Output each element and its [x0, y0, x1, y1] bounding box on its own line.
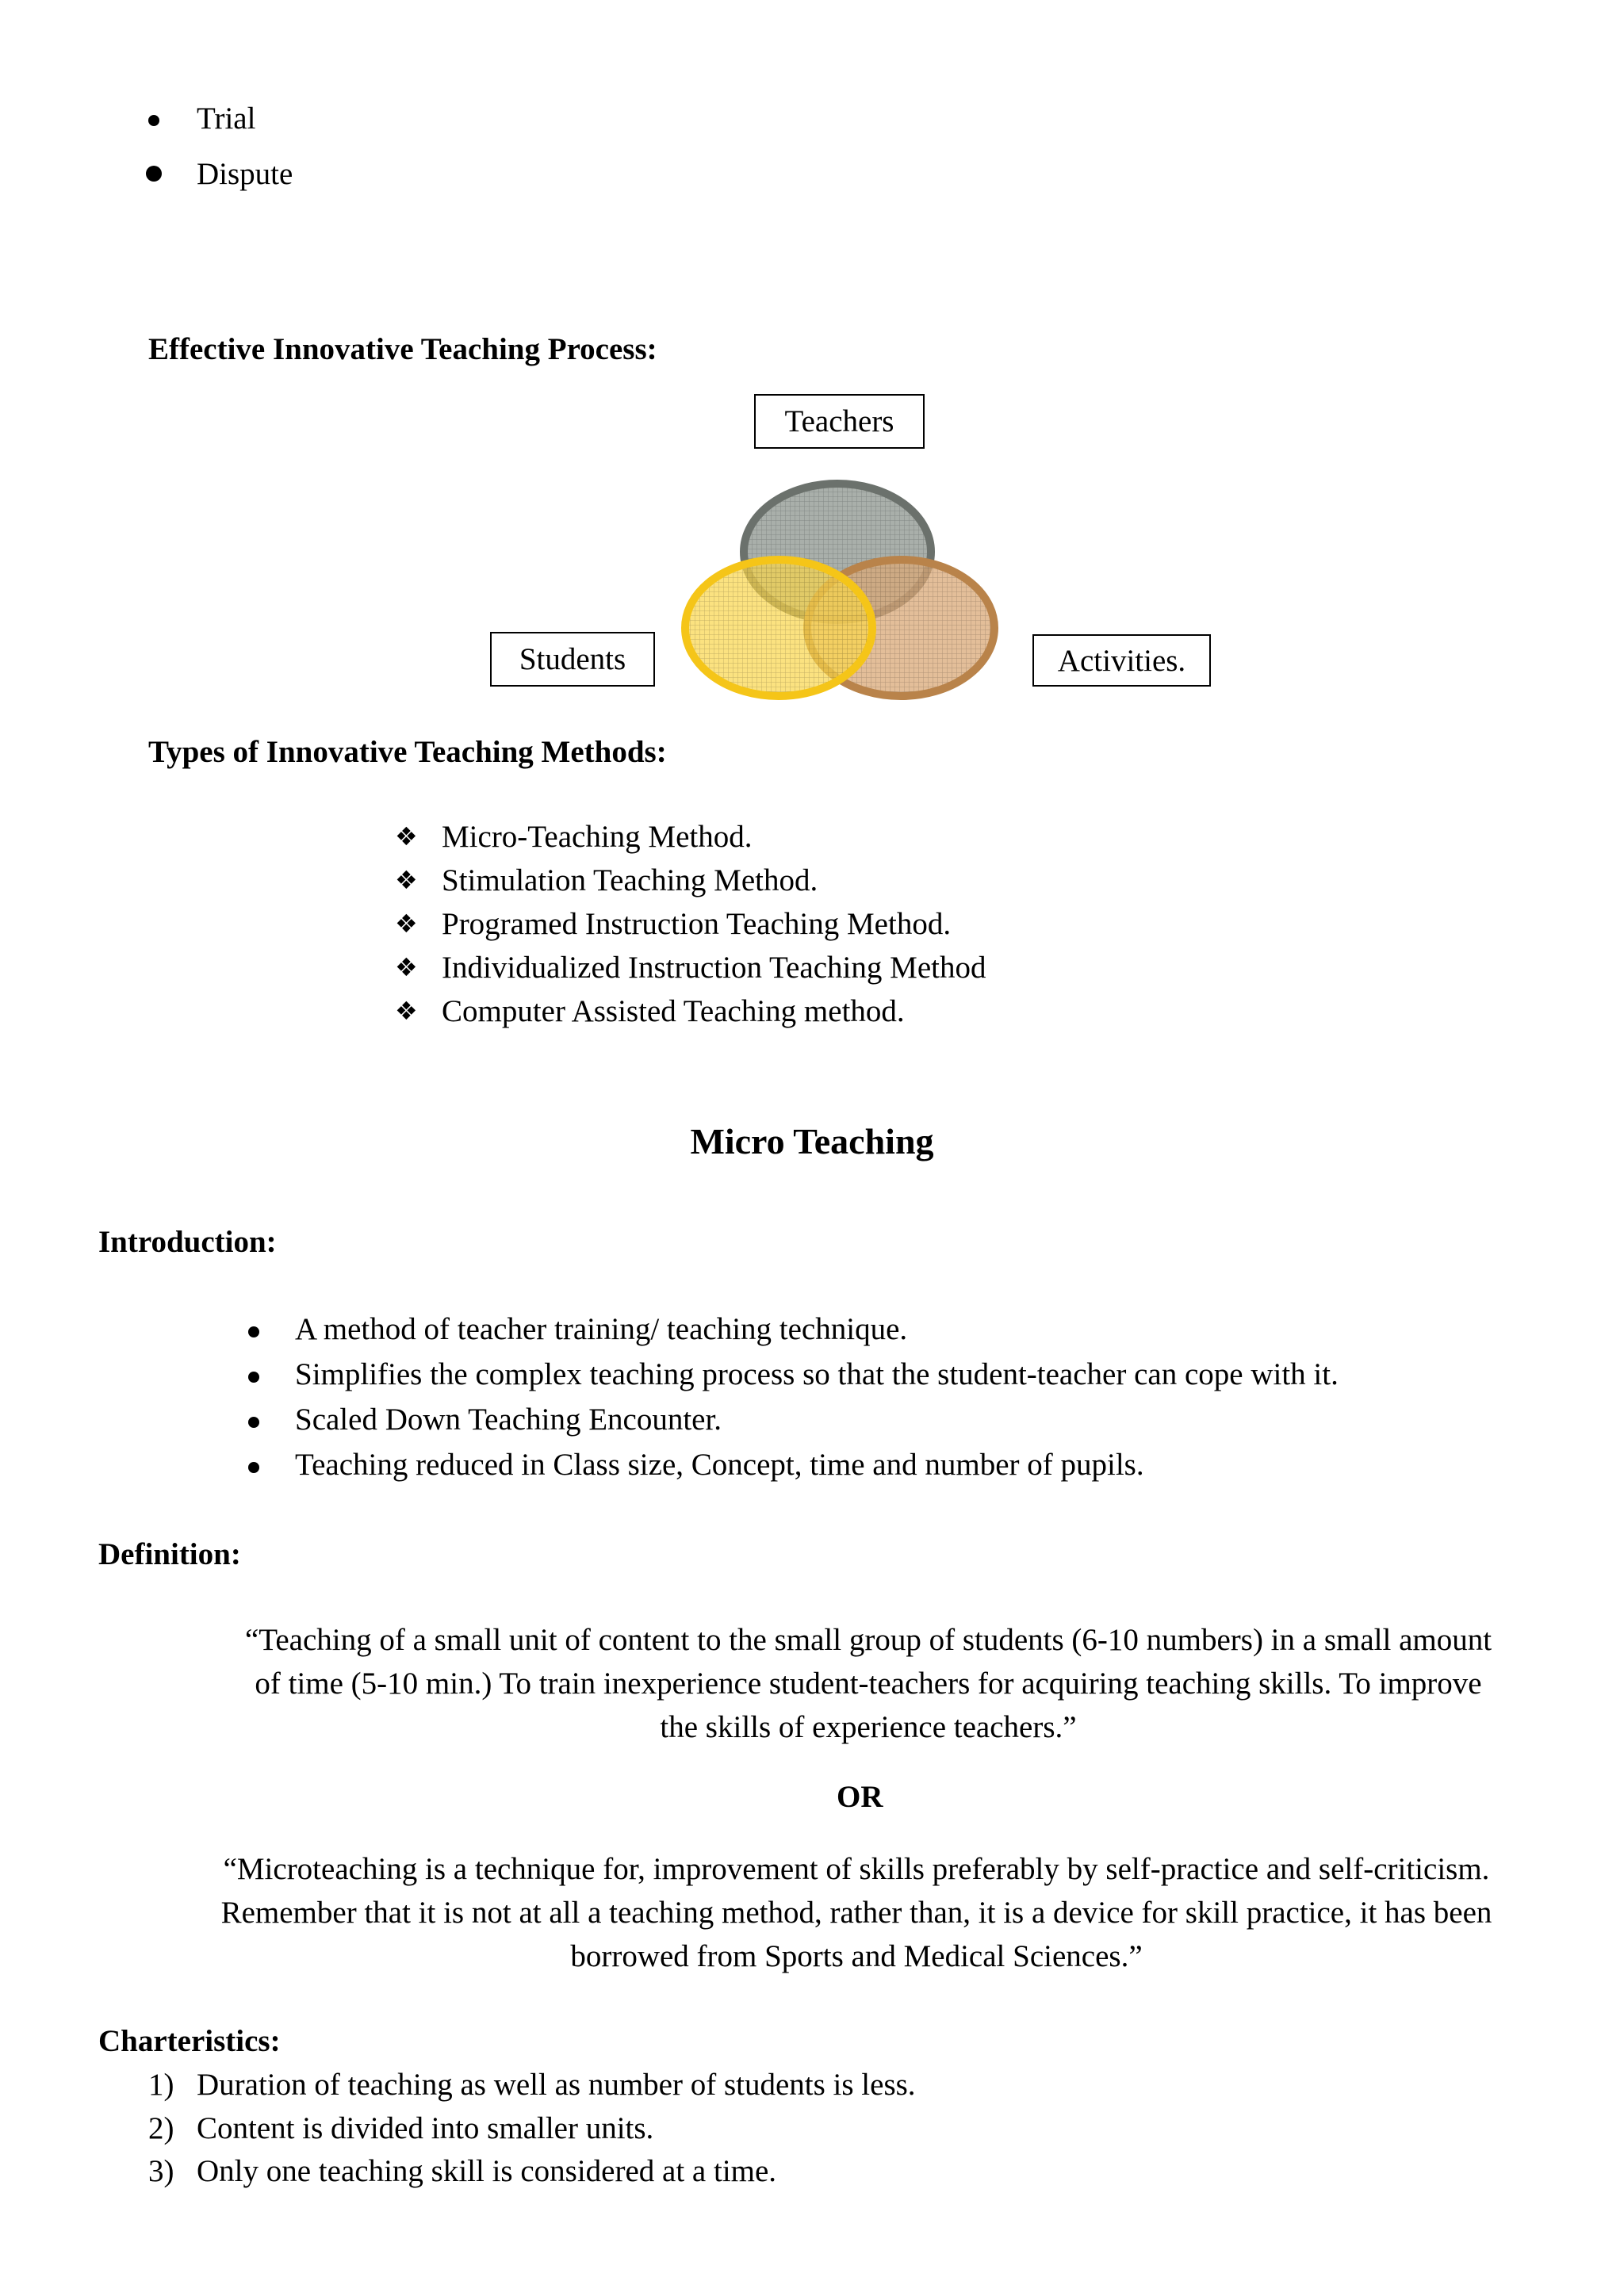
quote-line: the skills of experience teachers.”: [660, 1710, 1077, 1744]
top-list-item: Trial: [197, 101, 256, 136]
students-label: Students: [490, 632, 655, 687]
bullet-dot: [248, 1462, 259, 1473]
students-circle: [685, 560, 872, 696]
definition-heading: Definition:: [98, 1537, 241, 1571]
char-item: Content is divided into smaller units.: [197, 2111, 654, 2145]
intro-item: A method of teacher training/ teaching technique.: [295, 1312, 908, 1346]
activities-label: Activities.: [1032, 634, 1211, 687]
top-list-item: Dispute: [197, 157, 293, 191]
diamond-bullet-icon: ❖: [395, 952, 418, 982]
bullet-dot: [248, 1417, 259, 1428]
types-heading: Types of Innovative Teaching Methods:: [148, 735, 667, 769]
intro-item: Scaled Down Teaching Encounter.: [295, 1402, 722, 1437]
bullet-dot: [148, 115, 159, 126]
section-title: Micro Teaching: [690, 1121, 934, 1161]
method-item: Individualized Instruction Teaching Method: [442, 951, 986, 985]
definition-quote-1: [182, 1618, 1554, 1749]
char-number: 3): [148, 2154, 174, 2188]
quote-line: of time (5-10 min.) To train inexperience student-teachers for acquiring teaching skills. To improve: [255, 1667, 1482, 1701]
venn-diagram: [666, 468, 1015, 714]
diamond-bullet-icon: ❖: [395, 909, 418, 939]
method-item: Computer Assisted Teaching method.: [442, 994, 905, 1028]
diamond-bullet-icon: ❖: [395, 865, 418, 895]
intro-heading: Introduction:: [98, 1225, 277, 1259]
bullet-dot: [248, 1372, 259, 1383]
char-item: Only one teaching skill is considered at a time.: [197, 2154, 777, 2188]
characteristics-heading: Charteristics:: [98, 2024, 281, 2058]
quote-line: Remember that it is not at all a teaching method, rather than, it is a device for skill practice, it has been: [220, 1896, 1492, 1930]
char-item: Duration of teaching as well as number of students is less.: [197, 2068, 916, 2102]
quote-line: “Teaching of a small unit of content to the small group of students (6-10 numbers) in a small amount: [244, 1623, 1492, 1657]
char-number: 2): [148, 2111, 174, 2145]
intro-item: Simplifies the complex teaching process so that the student-teacher can cope with it.: [295, 1357, 1339, 1391]
intro-item: Teaching reduced in Class size, Concept, time and number of pupils.: [295, 1448, 1144, 1482]
definition-quote-2: [103, 1847, 1610, 1978]
process-heading: Effective Innovative Teaching Process:: [148, 332, 657, 366]
or-separator: OR: [837, 1780, 883, 1814]
diamond-bullet-icon: ❖: [395, 821, 418, 851]
method-item: Micro-Teaching Method.: [442, 820, 753, 854]
quote-line: borrowed from Sports and Medical Sciences.”: [570, 1939, 1143, 1973]
diamond-bullet-icon: ❖: [395, 996, 418, 1026]
teachers-label: Teachers: [754, 394, 925, 449]
bullet-dot: [146, 166, 162, 182]
char-number: 1): [148, 2068, 174, 2102]
method-item: Stimulation Teaching Method.: [442, 863, 818, 897]
quote-line: “Microteaching is a technique for, improvement of skills preferably by self-practice and self-criticism.: [223, 1852, 1490, 1886]
bullet-dot: [248, 1326, 259, 1337]
method-item: Programed Instruction Teaching Method.: [442, 907, 952, 941]
